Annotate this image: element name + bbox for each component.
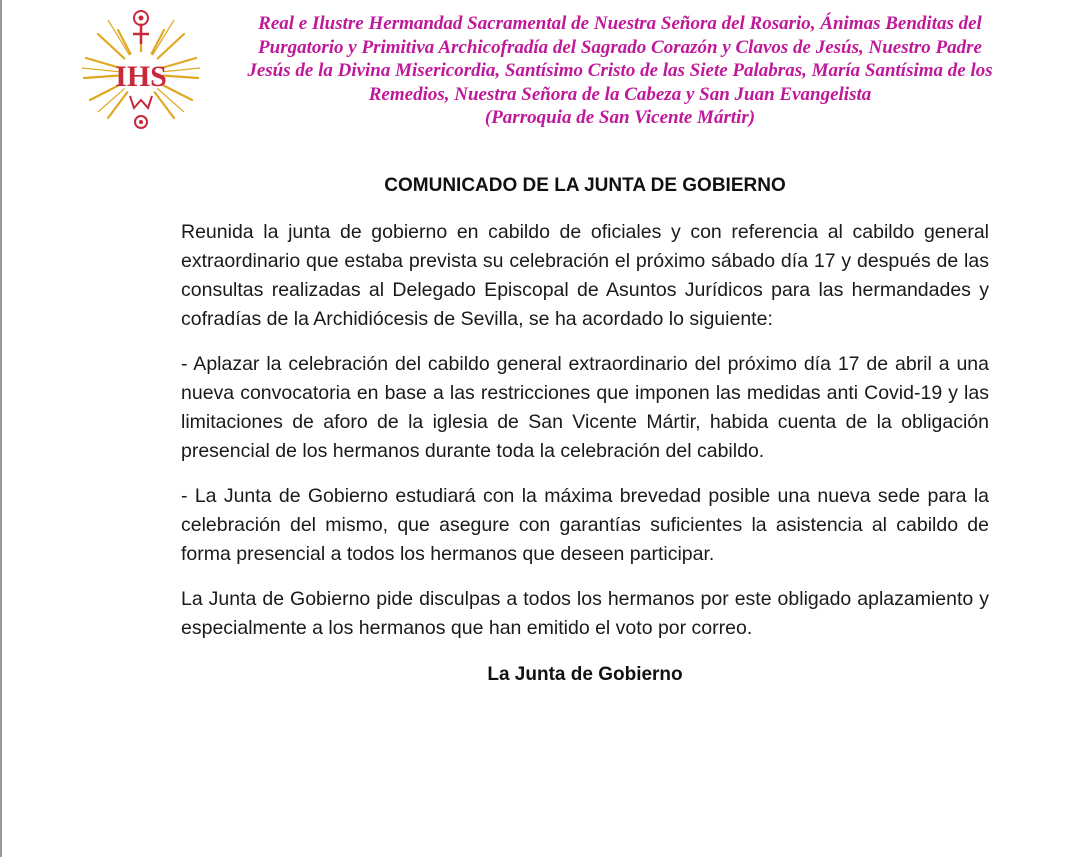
letterhead [0, 0, 1080, 145]
document-body [181, 172, 989, 689]
paragraph-postponement: - Aplazar la celebración del cabildo general extraordinario del próximo día 17 de abril a una nueva convocatoria en base a las restricciones que imponen las medidas anti Covid-19 y las limitaciones de aforo de la iglesia de San Vicente Mártir, habida cuenta de la obligación presencial de los hermanos durante toda la celebración del cabildo. [181, 353, 989, 462]
brotherhood-line: Real e Ilustre Hermandad Sacramental de Nuestra Señora del Rosario, Ánimas Benditas del [258, 13, 982, 34]
svg-text:IHS: IHS [115, 60, 167, 93]
signature: La Junta de Gobierno [487, 664, 683, 685]
jhs-sunburst-emblem-icon [78, 4, 208, 136]
paragraph-apology: La Junta de Gobierno pide disculpas a todos los hermanos por este obligado aplazamiento y especialmente a los hermanos que han emitido el voto por correo. [181, 588, 989, 639]
paragraph-intro: Reunida la junta de gobierno en cabildo de oficiales y con referencia al cabildo general extraordinario que estaba prevista su celebración el próximo sábado día 17 y después de las consultas realizadas al Delegado Episcopal de Asuntos Jurídicos para las hermandades y cofradías de la Archidiócesis de Sevilla, se ha acordado lo siguiente: [181, 221, 989, 330]
brotherhood-line: Remedios, Nuestra Señora de la Cabeza y San Juan Evangelista [368, 83, 872, 105]
brotherhood-name [205, 12, 1035, 130]
document-title: COMUNICADO DE LA JUNTA DE GOBIERNO [384, 175, 786, 196]
paragraph-new-venue: - La Junta de Gobierno estudiará con la máxima brevedad posible una nueva sede para la celebración del mismo, que asegure con garantías suficientes la asistencia al cabildo de forma presencial a todos los hermanos que deseen participar. [181, 485, 989, 565]
brotherhood-line: Purgatorio y Primitiva Archicofradía del Sagrado Corazón y Clavos de Jesús, Nuestro Padre [258, 36, 982, 58]
brotherhood-line: Jesús de la Divina Misericordia, Santísimo Cristo de las Siete Palabras, María Santísima de los [247, 60, 993, 81]
parish-name: (Parroquia de San Vicente Mártir) [484, 107, 756, 128]
